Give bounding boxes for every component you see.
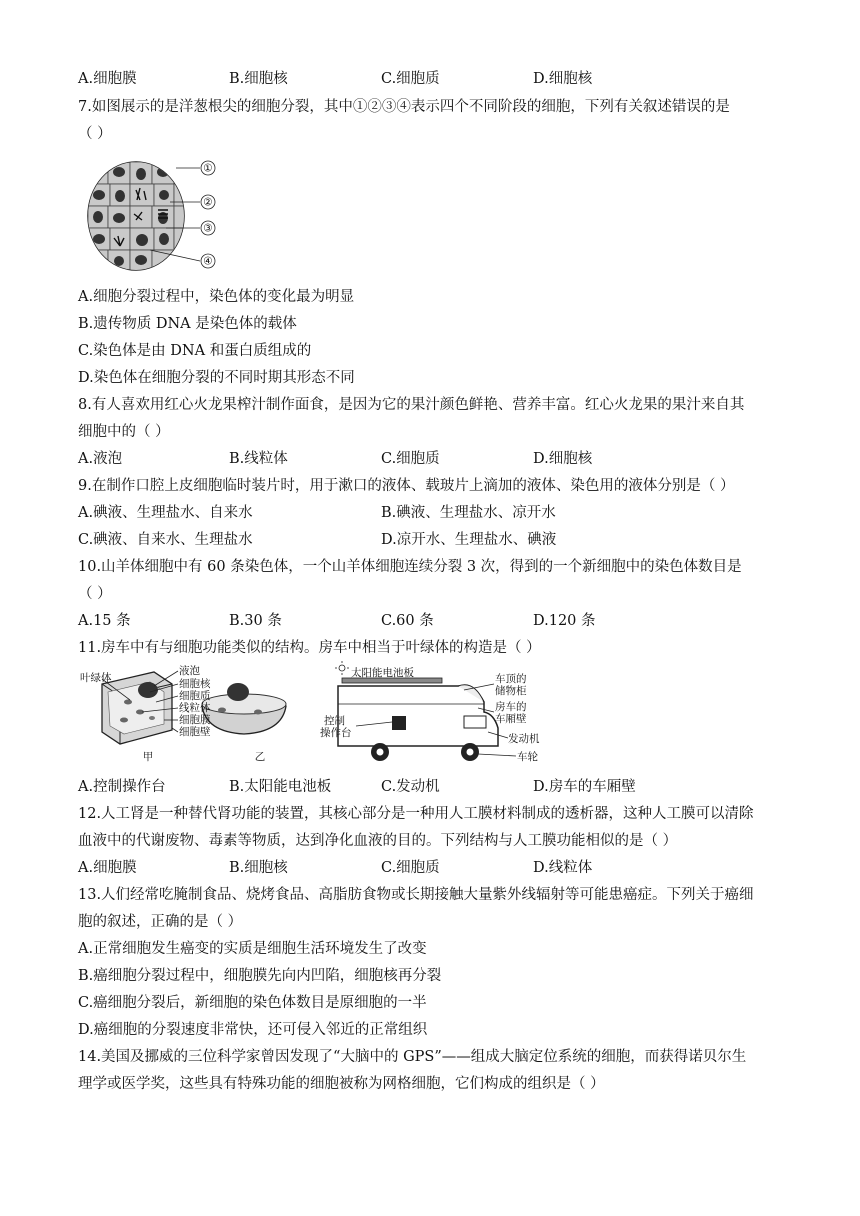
q7-option-b: B.遗传物质 DNA 是染色体的载体 — [78, 316, 297, 332]
q11-option-c: C.发动机 — [381, 779, 440, 795]
q11-option-b: B.太阳能电池板 — [229, 779, 332, 795]
q14-stem-line-1: 14.美国及挪威的三位科学家曾因发现了“大脑中的 GPS”——组成大脑定位系统的细胞，而获得诺贝尔生 — [78, 1049, 747, 1065]
rv-label-roof-1: 车顶的 — [495, 673, 527, 685]
q13-stem-line-1: 13.人们经常吃腌制食品、烧烤食品、高脂肪食物或长期接触大量紫外线辐射等可能患癌症。下列关于癌细 — [78, 887, 754, 903]
rv-label-console-2: 操作台 — [320, 727, 352, 739]
q6-option-d: D.细胞核 — [533, 71, 593, 87]
rv-label-roof-2: 储物柜 — [495, 685, 527, 697]
q8-stem-line-2: 细胞中的（ ） — [78, 424, 170, 440]
cell-label-vacuole: 液泡 — [179, 665, 200, 677]
q6-option-a: A.细胞膜 — [78, 71, 137, 87]
q12-option-c: C.细胞质 — [381, 860, 440, 876]
rv-label-wheel: 车轮 — [517, 751, 538, 763]
q10-option-c: C.60 条 — [381, 613, 434, 629]
q7-stem-line-1: 7.如图展示的是洋葱根尖的细胞分裂，其中①②③④表示四个不同阶段的细胞，下列有关叙述错误的是 — [78, 99, 730, 115]
q12-option-d: D.线粒体 — [533, 860, 593, 876]
q12-stem-line-1: 12.人工肾是一种替代肾功能的装置，其核心部分是一种用人工膜材料制成的透析器，这种人工膜可以清除 — [78, 806, 754, 822]
q13-option-a: A.正常细胞发生癌变的实质是细胞生活环境发生了改变 — [78, 941, 427, 957]
q7-option-a: A.细胞分裂过程中，染色体的变化最为明显 — [78, 289, 355, 305]
q9-option-d: D.凉开水、生理盐水、碘液 — [381, 532, 557, 548]
rv-label-engine: 发动机 — [508, 733, 540, 745]
q9-option-b: B.碘液、生理盐水、凉开水 — [381, 505, 556, 521]
q8-stem-line-1: 8.有人喜欢用红心火龙果榨汁制作面食，是因为它的果汁颜色鲜艳、营养丰富。红心火龙果的果汁来自其 — [78, 397, 745, 413]
cell-label-nucleus: 细胞核 — [179, 678, 211, 690]
q8-option-c: C.细胞质 — [381, 451, 440, 467]
q10-stem-line-2: （ ） — [78, 586, 112, 602]
q9-stem: 9.在制作口腔上皮细胞临时装片时，用于漱口的液体、载玻片上滴加的液体、染色用的液体分别是（ ） — [78, 478, 735, 494]
rv-label-console-1: 控制 — [324, 715, 345, 727]
sun-icon — [335, 661, 349, 675]
q14-stem-line-2: 理学或医学奖，这些具有特殊功能的细胞被称为网格细胞，它们构成的组织是（ ） — [78, 1076, 605, 1092]
q12-stem-line-2: 血液中的代谢废物、毒素等物质，达到净化血液的目的。下列结构与人工膜功能相似的是（ ） — [78, 833, 678, 849]
q12-option-b: B.细胞核 — [229, 860, 288, 876]
q11-option-a: A.控制操作台 — [78, 779, 166, 795]
q10-option-a: A.15 条 — [78, 613, 131, 629]
q6-option-c: C.细胞质 — [381, 71, 440, 87]
q10-option-b: B.30 条 — [229, 613, 282, 629]
rv-label-wall-2: 车厢壁 — [495, 713, 527, 725]
q13-stem-line-2: 胞的叙述，正确的是（ ） — [78, 914, 243, 930]
q8-option-b: B.线粒体 — [229, 451, 288, 467]
q8-option-a: A.液泡 — [78, 451, 123, 467]
q7-option-d: D.染色体在细胞分裂的不同时期其形态不同 — [78, 370, 355, 386]
cell-label-membrane: 细胞膜 — [179, 714, 211, 726]
caption-jia: 甲 — [142, 751, 154, 763]
rv-label-solar-panel: 太阳能电池板 — [351, 667, 414, 679]
q13-option-d: D.癌细胞的分裂速度非常快，还可侵入邻近的正常组织 — [78, 1022, 428, 1038]
fig-label-2: ② — [203, 196, 213, 209]
cell-label-cytoplasm: 细胞质 — [179, 690, 211, 702]
q9-option-c: C.碘液、自来水、生理盐水 — [78, 532, 253, 548]
q13-option-b: B.癌细胞分裂过程中，细胞膜先向内凹陷，细胞核再分裂 — [78, 968, 442, 984]
plant-cell-figure — [80, 662, 320, 768]
q12-option-a: A.细胞膜 — [78, 860, 137, 876]
onion-root-tip-figure — [84, 158, 234, 274]
fig-label-3: ③ — [203, 222, 213, 235]
fig-label-1: ① — [203, 162, 213, 175]
rv-figure — [318, 660, 554, 768]
q8-option-d: D.细胞核 — [533, 451, 593, 467]
q7-stem-line-2: （ ） — [78, 126, 112, 142]
q10-option-d: D.120 条 — [533, 613, 596, 629]
rv-label-wall-1: 房车的 — [495, 701, 527, 713]
fig-label-4: ④ — [203, 255, 213, 268]
q6-option-b: B.细胞核 — [229, 71, 288, 87]
q13-option-c: C.癌细胞分裂后，新细胞的染色体数目是原细胞的一半 — [78, 995, 427, 1011]
q11-stem: 11.房车中有与细胞功能类似的结构。房车中相当于叶绿体的构造是（ ） — [78, 640, 541, 656]
q11-option-d: D.房车的车厢壁 — [533, 779, 636, 795]
q9-option-a: A.碘液、生理盐水、自来水 — [78, 505, 253, 521]
cell-label-chloroplast: 叶绿体 — [80, 672, 112, 684]
cell-label-wall: 细胞壁 — [179, 726, 211, 738]
caption-yi: 乙 — [254, 751, 266, 763]
q7-option-c: C.染色体是由 DNA 和蛋白质组成的 — [78, 343, 312, 359]
cell-label-mitochondria: 线粒体 — [179, 702, 211, 714]
q10-stem-line-1: 10.山羊体细胞中有 60 条染色体，一个山羊体细胞连续分裂 3 次，得到的一个新细胞中的染色体数目是 — [78, 559, 742, 575]
